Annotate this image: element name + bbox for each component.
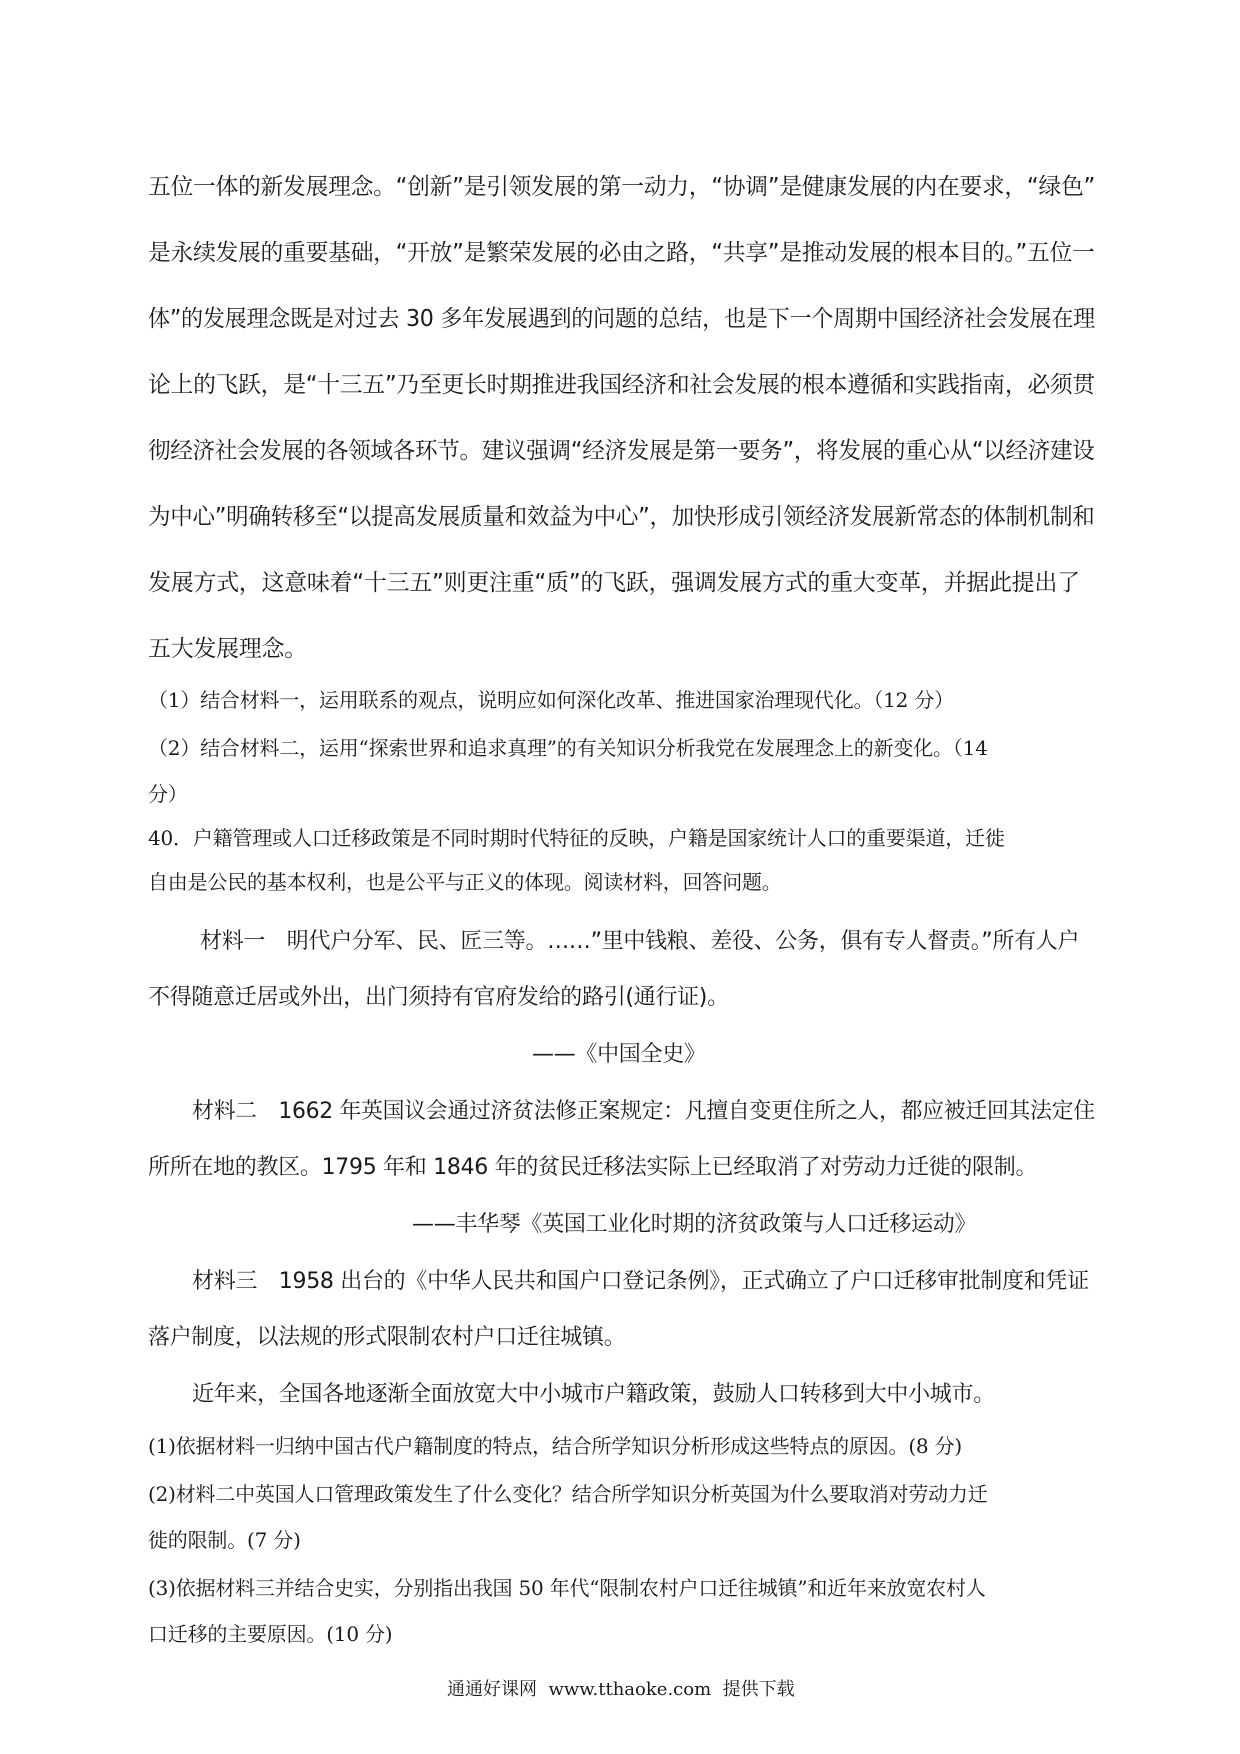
q40-subquestion-2: (2)材料二中英国人口管理政策发生了什么变化？结合所学知识分析英国为什么要取消对劳动力迁 xyxy=(148,1482,988,1506)
q40-subquestion-3: (3)依据材料三并结合史实，分别指出我国 50 年代“限制农村户口迁往城镇”和近年来放宽农村人 xyxy=(148,1576,986,1600)
material-2-source: ——丰华琴《英国工业化时期的济贫政策与人口迁移运动》 xyxy=(412,1212,977,1237)
passage-line: 为中心”明确转移至“以提高发展质量和效益为中心”，加快形成引领经济发展新常态的体制机制和 xyxy=(148,504,1095,530)
material-2: 材料二 1662 年英国议会通过济贫法修正案规定：凡擅自变更住所之人，都应被迁回其法定住 xyxy=(192,1099,1095,1124)
material-3-recent: 近年来，全国各地逐渐全面放宽大中小城市户籍政策，鼓励人口转移到大中小城市。 xyxy=(192,1382,995,1407)
passage-line: 论上的飞跃，是“十三五”乃至更长时期推进我国经济和社会发展的根本遵循和实践指南，必须贯 xyxy=(148,372,1095,398)
q39-subquestion-2: （2）结合材料二，运用“探索世界和追求真理”的有关知识分析我党在发展理念上的新变化。（14 xyxy=(148,736,988,760)
q40-subquestion-1: (1)依据材料一归纳中国古代户籍制度的特点，结合所学知识分析形成这些特点的原因。(8 分) xyxy=(148,1434,963,1458)
material-3: 材料三 1958 出台的《中华人民共和国户口登记条例》，正式确立了户口迁移审批制度和凭证 xyxy=(192,1269,1089,1294)
material-1-source: ——《中国全史》 xyxy=(532,1042,706,1067)
material-1: 材料一 明代户分军、民、匠三等。……”里中钱粮、差役、公务，俱有专人督责。”所有人户 xyxy=(200,929,1080,954)
q40-subquestion-3-cont: 口迁移的主要原因。(10 分) xyxy=(148,1622,393,1646)
q40-intro: 40．户籍管理或人口迁移政策是不同时期时代特征的反映，户籍是国家统计人口的重要渠道，迁徙 xyxy=(148,826,1005,850)
q39-subquestion-1: （1）结合材料一，运用联系的观点，说明应如何深化改革、推进国家治理现代化。（12 分） xyxy=(148,688,954,712)
passage-line: 五位一体的新发展理念。“创新”是引领发展的第一动力，“协调”是健康发展的内在要求，“绿色” xyxy=(148,174,1095,200)
passage-line: 是永续发展的重要基础，“开放”是繁荣发展的必由之路，“共享”是推动发展的根本目的。”五位一 xyxy=(148,240,1095,266)
q40-subquestion-2-cont: 徙的限制。(7 分) xyxy=(148,1528,301,1552)
passage-line: 五大发展理念。 xyxy=(148,636,307,662)
page-footer: 通通好课网 www.tthaoke.com 提供下载 xyxy=(447,1679,795,1700)
material-1-cont: 不得随意迁居或外出，出门须持有官府发给的路引(通行证)。 xyxy=(148,985,729,1010)
material-2-cont: 所所在地的教区。1795 年和 1846 年的贫民迁移法实际上已经取消了对劳动力迁徙的限制。 xyxy=(148,1155,1038,1180)
material-3-cont: 落户制度，以法规的形式限制农村户口迁往城镇。 xyxy=(148,1325,626,1350)
passage-line: 发展方式，这意味着“十三五”则更注重“质”的飞跃，强调发展方式的重大变革，并据此提出了 xyxy=(148,570,1080,596)
passage-line: 体”的发展理念既是对过去 30 多年发展遇到的问题的总结，也是下一个周期中国经济社会发展在理 xyxy=(148,306,1095,332)
q40-intro-cont: 自由是公民的基本权利，也是公平与正义的体现。阅读材料，回答问题。 xyxy=(148,870,782,894)
q39-subquestion-2-cont: 分） xyxy=(148,782,188,806)
passage-line: 彻经济社会发展的各领域各环节。建议强调“经济发展是第一要务”，将发展的重心从“以经济建设 xyxy=(148,438,1095,464)
